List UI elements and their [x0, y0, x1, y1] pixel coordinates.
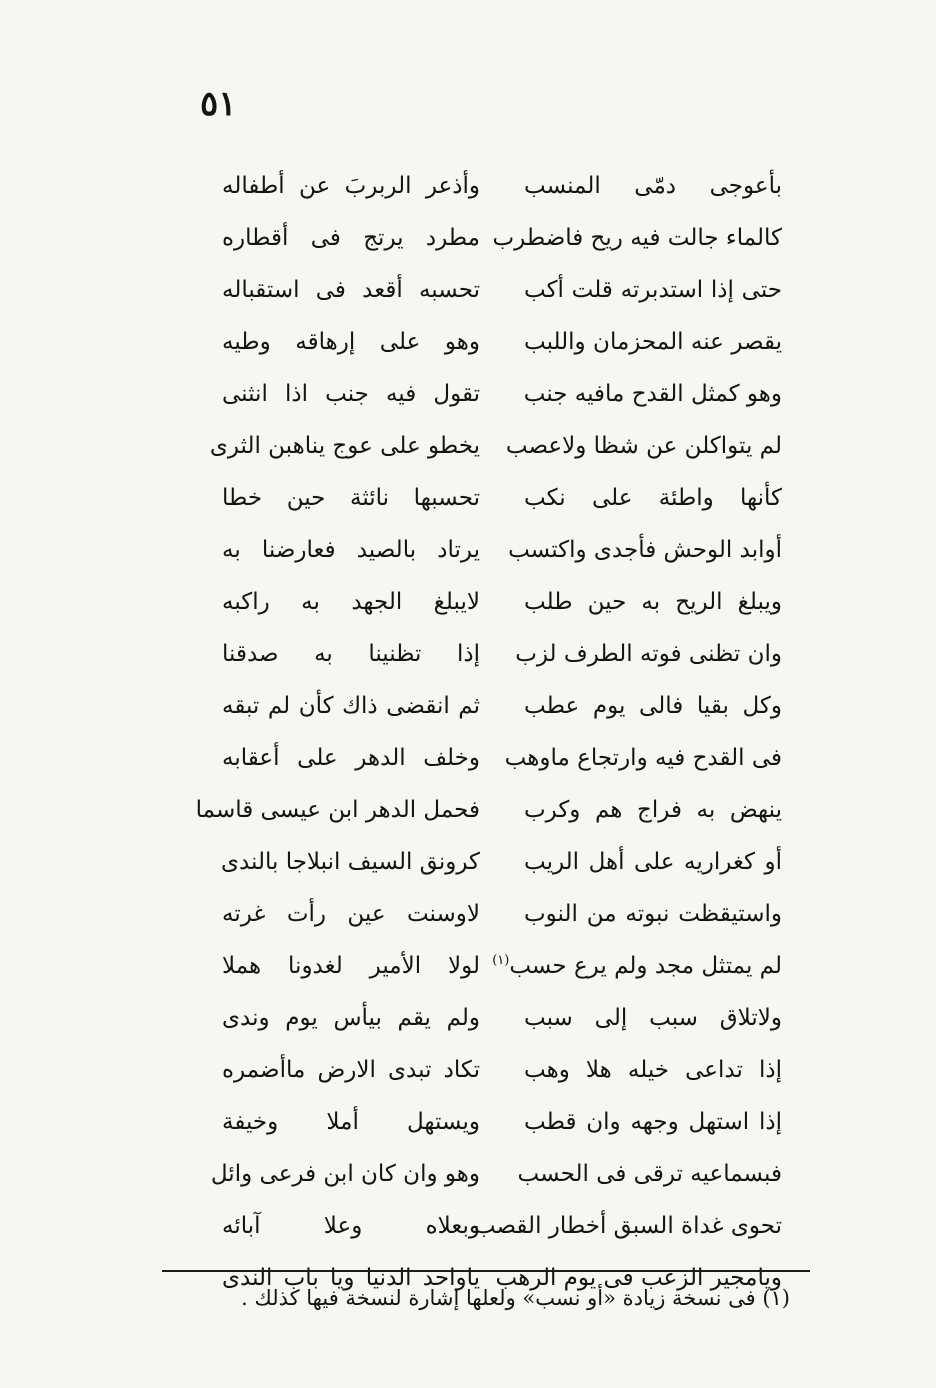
- verse-line: [222, 992, 782, 1044]
- first-hemistich: يرتاد بالصيد فعارضنا به: [222, 537, 480, 563]
- first-hemistich: لايبلغ الجهد به راكبه: [222, 589, 480, 615]
- first-hemistich: فحمل الدهر ابن عيسى قاسما: [195, 797, 480, 823]
- verse-line: [222, 316, 782, 368]
- second-hemistich: [492, 953, 782, 979]
- second-hemistich: [524, 1109, 782, 1135]
- second-hemistich-text: ولاتلاق سبب إلى سبب: [524, 1005, 782, 1031]
- verse-line: [222, 628, 782, 680]
- verse-line: [222, 680, 782, 732]
- second-hemistich-text: إذا استهل وجهه وان قطب: [524, 1109, 782, 1135]
- verse-line: [222, 160, 782, 212]
- second-hemistich-text: تحوى غداة السبق أخطار القصب: [473, 1213, 782, 1239]
- verse-line: [210, 1148, 782, 1200]
- second-hemistich: [517, 1161, 782, 1187]
- second-hemistich: [508, 537, 782, 563]
- second-hemistich-text: وان تظنى فوته الطرف لزب: [515, 641, 782, 667]
- verse-line: [222, 264, 782, 316]
- second-hemistich-text: ويبلغ الريح به حين طلب: [524, 589, 782, 615]
- verse-line: [222, 940, 782, 992]
- second-hemistich: [524, 1057, 782, 1083]
- second-hemistich-text: ينهض به فراج هم وكرب: [524, 797, 782, 823]
- first-hemistich: مطرد يرتج فى أقطاره: [222, 225, 480, 251]
- footnote-marker: (١): [492, 953, 510, 969]
- first-hemistich: ولم يقم بيأس يوم وندى: [222, 1005, 480, 1031]
- verse-line: [195, 784, 782, 836]
- second-hemistich: [515, 641, 782, 667]
- first-hemistich: وهو على إرهاقه وطيه: [222, 329, 480, 355]
- verse-line: [222, 1044, 782, 1096]
- verse-line: [222, 576, 782, 628]
- verse-line: [222, 524, 782, 576]
- second-hemistich: [505, 433, 782, 459]
- first-hemistich: كرونق السيف انبلاجا بالندى: [220, 849, 480, 875]
- first-hemistich: وأذعر الربربَ عن أطفاله: [222, 173, 480, 199]
- second-hemistich-text: أوابد الوحش فأجدى واكتسب: [508, 537, 782, 563]
- first-hemistich: ياواحد الدنيا ويا باب الندى: [222, 1265, 480, 1291]
- verse-line: [222, 1096, 782, 1148]
- second-hemistich: [524, 277, 782, 303]
- verse-line: [222, 368, 782, 420]
- second-hemistich-text: لم يمتثل مجد ولم يرع حسب: [509, 953, 782, 979]
- second-hemistich-text: ويامجير الزعب فى يوم الرهب: [495, 1265, 782, 1291]
- second-hemistich: [524, 693, 782, 719]
- second-hemistich-text: أو كغراريه على أهل الريب: [524, 849, 782, 875]
- first-hemistich: يخطو على عوج يناهبن الثرى: [209, 433, 480, 459]
- verse-line: [222, 212, 782, 264]
- footnote-divider: [162, 1270, 810, 1272]
- second-hemistich-text: وكل بقيا فالى يوم عطب: [524, 693, 782, 719]
- second-hemistich: [524, 485, 782, 511]
- verse-line: [209, 420, 782, 472]
- second-hemistich-text: وهو كمثل القدح مافيه جنب: [523, 381, 782, 407]
- verse-line: [222, 888, 782, 940]
- second-hemistich: [504, 745, 782, 771]
- first-hemistich: لاوسنت عين رأت غرته: [222, 901, 480, 927]
- verse-line: [222, 472, 782, 524]
- second-hemistich-text: كالماء جالت فيه ريح فاضطرب: [492, 225, 782, 251]
- verse-line: [222, 1200, 782, 1252]
- second-hemistich: [524, 849, 782, 875]
- second-hemistich-text: إذا تداعى خيله هلا وهب: [524, 1057, 782, 1083]
- second-hemistich-text: حتى إذا استدبرته قلت أكب: [524, 277, 782, 303]
- first-hemistich: ويستهل أملا وخيفة: [222, 1109, 480, 1135]
- first-hemistich: وخلف الدهر على أعقابه: [222, 745, 480, 771]
- second-hemistich-text: واستيقظت نبوته من النوب: [524, 901, 782, 927]
- first-hemistich: تحسبها نائثة حين خطا: [222, 485, 480, 511]
- second-hemistich: [524, 589, 782, 615]
- first-hemistich: تحسبه أقعد فى استقباله: [222, 277, 480, 303]
- page-number: ٥١: [200, 84, 237, 124]
- verse-line: [222, 732, 782, 784]
- second-hemistich: [524, 381, 782, 407]
- second-hemistich-text: يقصر عنه المحزمان واللبب: [524, 329, 782, 355]
- second-hemistich-text: كأنها واطئة على نكب: [524, 485, 782, 511]
- second-hemistich: [524, 797, 782, 823]
- second-hemistich: [524, 1005, 782, 1031]
- second-hemistich: [524, 329, 782, 355]
- second-hemistich-text: لم يتواكلن عن شظا ولاعصب: [505, 433, 782, 459]
- second-hemistich-text: بأعوجى دمّى المنسب: [524, 173, 782, 199]
- poem: [195, 160, 782, 1304]
- verse-line: [222, 836, 782, 888]
- first-hemistich: إذا تظنينا به صدقنا: [222, 641, 480, 667]
- second-hemistich: [524, 901, 782, 927]
- first-hemistich: تكاد تبدى الارض ماأضمره: [222, 1057, 480, 1083]
- first-hemistich: لولا الأمير لغدونا هملا: [222, 953, 480, 979]
- second-hemistich: [473, 1213, 782, 1239]
- second-hemistich-text: فى القدح فيه وارتجاع ماوهب: [504, 745, 782, 771]
- second-hemistich: [492, 225, 782, 251]
- first-hemistich: وبعلاه وعلا آبائه: [222, 1213, 480, 1239]
- first-hemistich: وهو وان كان ابن فرعى وائل: [210, 1161, 480, 1187]
- first-hemistich: ثم انقضى ذاك كأن لم تبقه: [222, 693, 480, 719]
- first-hemistich: تقول فيه جنب اذا انثنى: [222, 381, 480, 407]
- footnote: (١) فى نسخة زيادة «أو نسب» ولعلها إشارة لنسخة فيها كذلك .: [241, 1286, 790, 1310]
- second-hemistich-text: فبسماعيه ترقى فى الحسب: [517, 1161, 782, 1187]
- second-hemistich: [524, 173, 782, 199]
